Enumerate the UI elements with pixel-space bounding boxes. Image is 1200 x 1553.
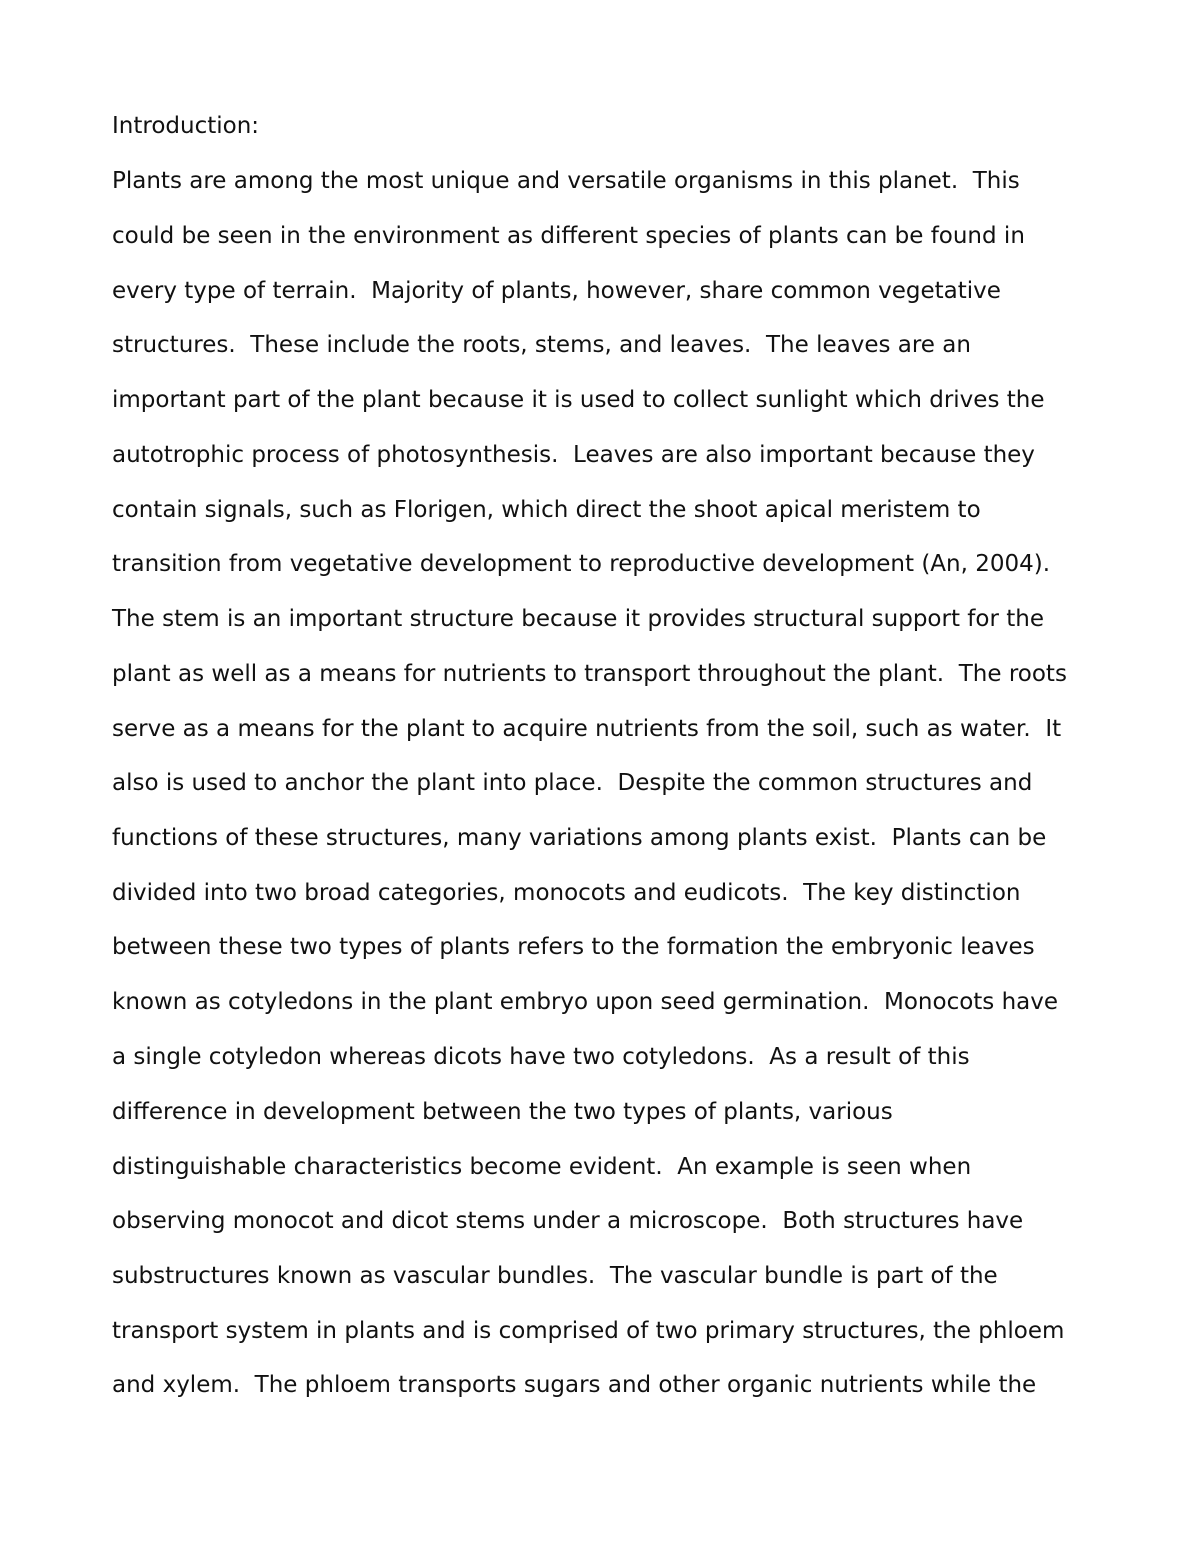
paragraph-line: distinguishable characteristics become evident. An example is seen when: [112, 1154, 972, 1180]
paragraph-line: autotrophic process of photosynthesis. Leaves are also important because they: [112, 442, 1035, 468]
paragraph-line: divided into two broad categories, monocots and eudicots. The key distinction: [112, 880, 1021, 906]
paragraph-line: transition from vegetative development to reproductive development (An, 2004).: [112, 551, 1051, 577]
paragraph-line: difference in development between the two types of plants, various: [112, 1099, 893, 1125]
paragraph-line: The stem is an important structure because it provides structural support for the: [112, 606, 1044, 632]
paragraph-line: functions of these structures, many variations among plants exist. Plants can be: [112, 825, 1047, 851]
paragraph-line: Plants are among the most unique and versatile organisms in this planet. This: [112, 168, 1020, 194]
paragraph-line: every type of terrain. Majority of plants, however, share common vegetative: [112, 278, 1001, 304]
paragraph-line: known as cotyledons in the plant embryo upon seed germination. Monocots have: [112, 989, 1059, 1015]
paragraph-line: structures. These include the roots, stems, and leaves. The leaves are an: [112, 332, 971, 358]
paragraph-line: observing monocot and dicot stems under a microscope. Both structures have: [112, 1208, 1024, 1234]
paragraph-line: important part of the plant because it is used to collect sunlight which drives the: [112, 387, 1045, 413]
paragraph-line: also is used to anchor the plant into place. Despite the common structures and: [112, 770, 1033, 796]
paragraph-line: could be seen in the environment as different species of plants can be found in: [112, 223, 1025, 249]
paragraph-line: transport system in plants and is comprised of two primary structures, the phloem: [112, 1318, 1065, 1344]
paragraph-line: a single cotyledon whereas dicots have two cotyledons. As a result of this: [112, 1044, 970, 1070]
paragraph-line: serve as a means for the plant to acquire nutrients from the soil, such as water. It: [112, 716, 1062, 742]
paragraph-line: and xylem. The phloem transports sugars and other organic nutrients while the: [112, 1372, 1037, 1398]
paragraph-line: plant as well as a means for nutrients to transport throughout the plant. The roots: [112, 661, 1067, 687]
paragraph-line: between these two types of plants refers to the formation the embryonic leaves: [112, 934, 1035, 960]
paragraph-line: substructures known as vascular bundles. The vascular bundle is part of the: [112, 1263, 998, 1289]
paragraph-line: contain signals, such as Florigen, which direct the shoot apical meristem to: [112, 497, 981, 523]
intro-heading: Introduction:: [112, 113, 260, 139]
